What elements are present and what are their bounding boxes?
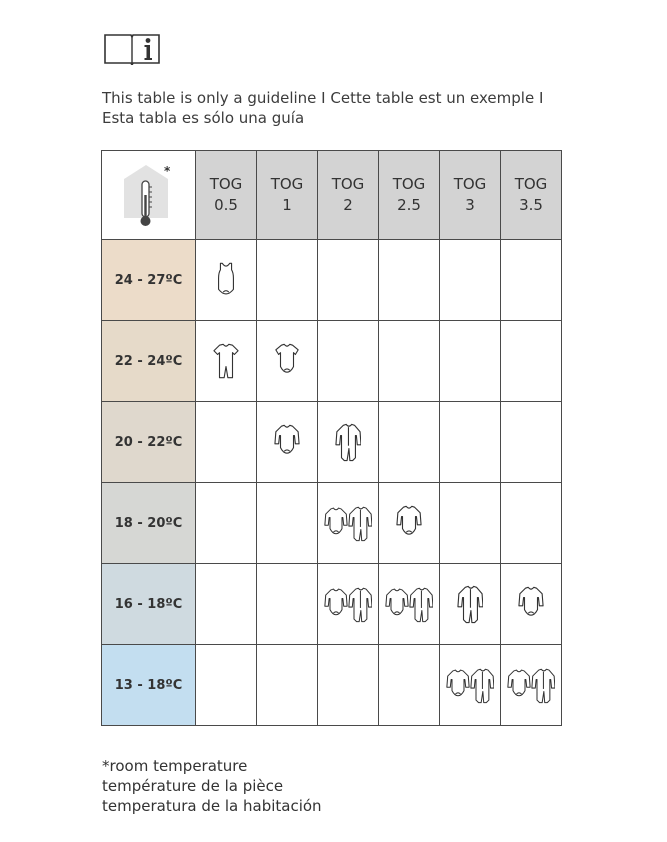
temperature-row [102,645,562,726]
tog-cell [501,321,562,402]
intro-line-1: This table is only a guideline I Cette table est un exemple I [102,89,544,107]
header-row [102,151,562,240]
temperature-row [102,564,562,645]
tog-column-header: TOG 1 [257,151,318,240]
tog-cell [440,321,501,402]
tog-guide-table [101,150,562,726]
tog-cell [440,645,501,726]
clothing-group [501,584,561,624]
footed-sleepsuit-icon [335,422,361,462]
footed-sleepsuit-icon [470,667,494,704]
footnote-line-1: *room temperature [102,757,248,775]
temperature-range-label: 20 - 22ºC [102,402,196,483]
tog-cell [318,645,379,726]
clothing-group [379,503,439,543]
tog-cell [379,402,440,483]
tog-cell [501,483,562,564]
footed-sleepsuit-icon [457,584,483,624]
tog-cell [501,564,562,645]
long-sleeve-bodysuit-icon [324,586,348,623]
tog-cell [440,564,501,645]
tog-cell [318,402,379,483]
tog-cell [501,645,562,726]
tog-cell [257,645,318,726]
long-sleeve-bodysuit-icon [518,584,544,624]
long-sleeve-bodysuit-icon [385,586,409,623]
tog-cell [257,564,318,645]
clothing-group [318,505,378,542]
clothing-group [196,260,256,300]
temperature-row [102,240,562,321]
tog-cell [196,240,257,321]
tog-cell [318,483,379,564]
intro-text [102,88,622,128]
intro-line-2: Esta tabla es sólo una guía [102,109,305,127]
temperature-row [102,483,562,564]
room-temperature-asterisk: * [164,164,171,178]
tog-column-header: TOG 2.5 [379,151,440,240]
tog-cell [196,321,257,402]
tog-cell [440,240,501,321]
house-thermometer-icon [102,151,195,235]
footnote-line-3: temperatura de la habitación [102,797,322,815]
temperature-row [102,402,562,483]
temperature-range-label: 24 - 27ºC [102,240,196,321]
temperature-range-label: 18 - 20ºC [102,483,196,564]
tog-cell [257,240,318,321]
footed-sleepsuit-icon [348,505,372,542]
sleeveless-bodysuit-icon [213,260,239,300]
long-sleeve-bodysuit-icon [396,503,422,543]
tog-cell [257,321,318,402]
tog-cell [379,321,440,402]
clothing-group [501,667,561,704]
info-book-icon [103,31,161,65]
footed-sleepsuit-icon [348,586,372,623]
tog-cell [379,240,440,321]
tog-cell [318,564,379,645]
long-sleeve-bodysuit-icon [446,667,470,704]
tog-cell [196,645,257,726]
tog-cell [196,402,257,483]
tog-cell [501,402,562,483]
clothing-group [318,422,378,462]
clothing-group [440,667,500,704]
clothing-group [257,341,317,381]
clothing-group [196,341,256,381]
tog-cell [379,483,440,564]
tog-cell [501,240,562,321]
clothing-group [318,586,378,623]
temperature-range-label: 22 - 24ºC [102,321,196,402]
tog-cell [257,402,318,483]
temperature-row [102,321,562,402]
long-sleeve-bodysuit-icon [507,667,531,704]
clothing-group [379,586,439,623]
long-sleeve-bodysuit-icon [324,505,348,542]
tog-column-header: TOG 2 [318,151,379,240]
room-temperature-header [102,151,196,240]
tog-cell [318,240,379,321]
clothing-group [257,422,317,462]
tog-column-header: TOG 3 [440,151,501,240]
footnote-line-2: température de la pièce [102,777,284,795]
footed-sleepsuit-icon [531,667,555,704]
tog-cell [318,321,379,402]
short-romper-icon [213,341,239,381]
footnote [102,756,322,816]
tog-column-header: TOG 0.5 [196,151,257,240]
footed-sleepsuit-icon [409,586,433,623]
short-sleeve-bodysuit-icon [274,341,300,381]
tog-cell [440,402,501,483]
temperature-range-label: 13 - 18ºC [102,645,196,726]
long-sleeve-bodysuit-icon [274,422,300,462]
temperature-range-label: 16 - 18ºC [102,564,196,645]
tog-cell [257,483,318,564]
clothing-group [440,584,500,624]
tog-cell [440,483,501,564]
tog-cell [379,645,440,726]
tog-column-header: TOG 3.5 [501,151,562,240]
tog-cell [196,483,257,564]
tog-cell [196,564,257,645]
tog-cell [379,564,440,645]
